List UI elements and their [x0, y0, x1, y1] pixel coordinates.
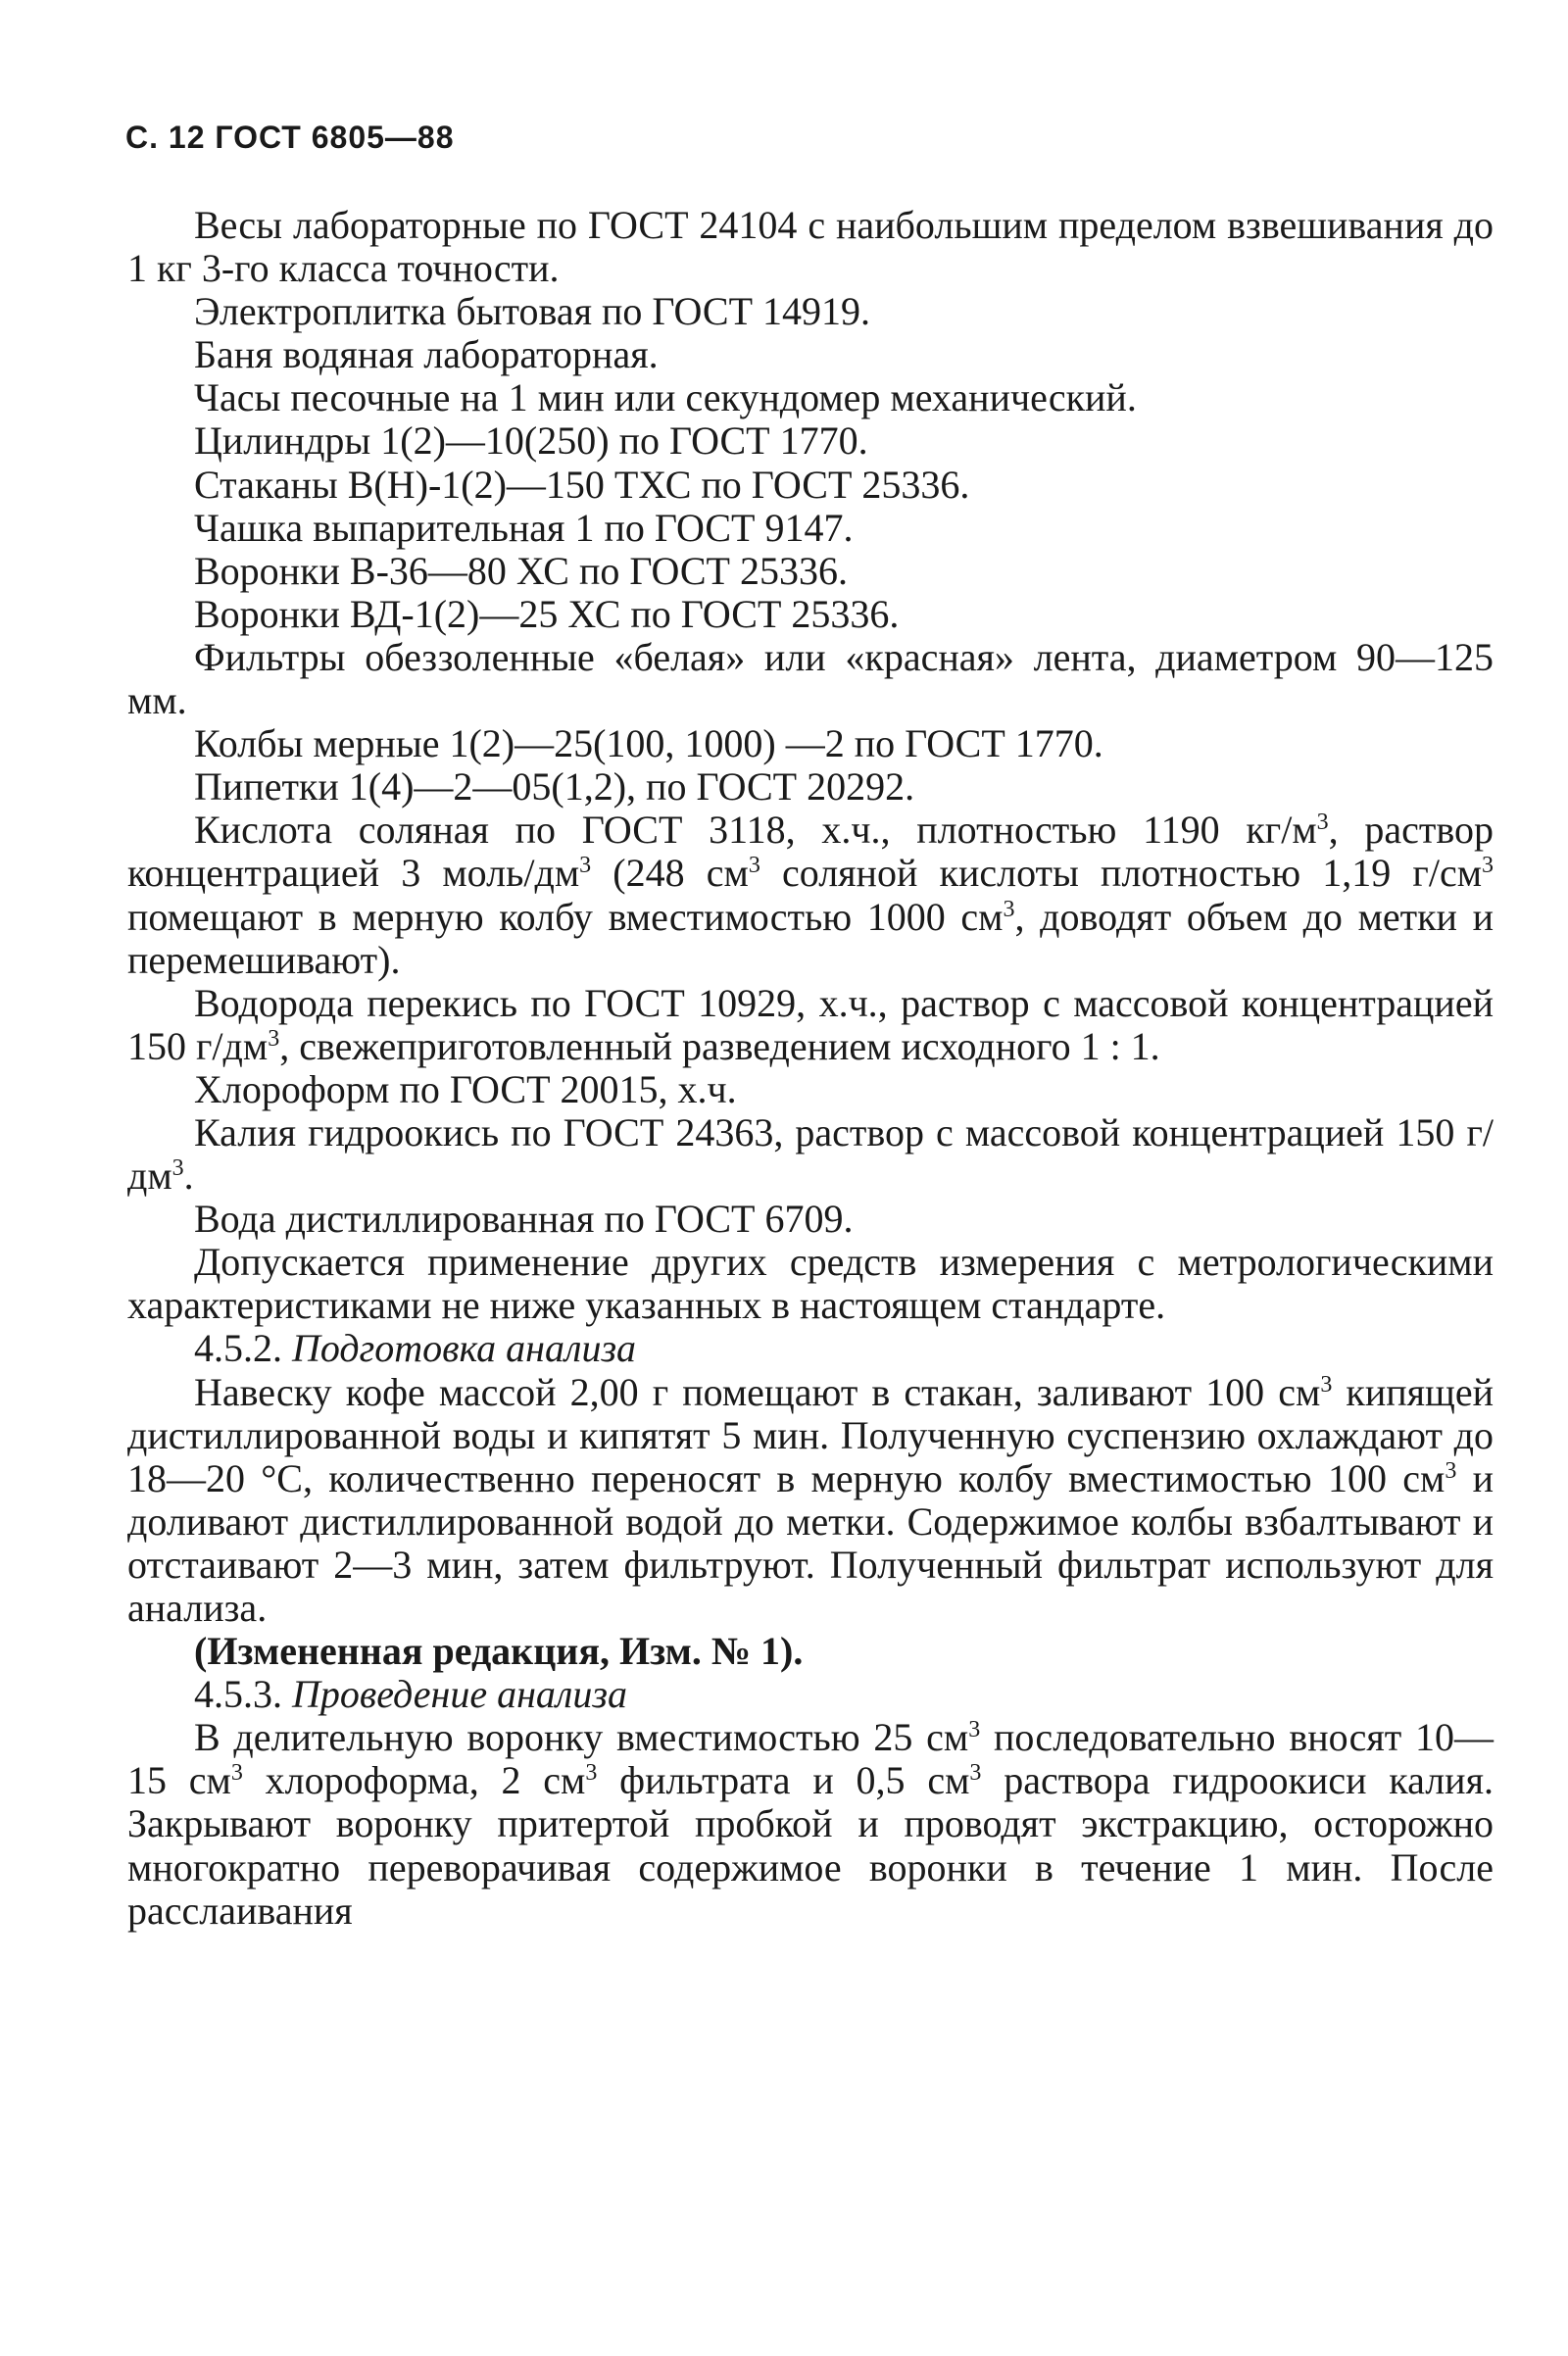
- text-segment: , доводят объем до метки и перемешивают).: [127, 894, 1494, 982]
- paragraph-hydrochloric-acid: [127, 809, 1494, 981]
- superscript: 3: [579, 853, 592, 879]
- section-number: 4.5.2.: [194, 1326, 282, 1371]
- superscript: 3: [1003, 896, 1015, 922]
- text-segment: Водорода перекись по ГОСТ 10929, х.ч., раствор с массовой концентрацией 150 г/дм: [127, 980, 1494, 1068]
- text-segment: , раствор концентрацией 3 моль/дм: [127, 808, 1494, 896]
- text-segment: Кислота соляная по ГОСТ 3118, х.ч., плотностью 1190 кг/м: [194, 808, 1317, 853]
- superscript: 3: [1445, 1457, 1457, 1484]
- page-header: С. 12 ГОСТ 6805—88: [125, 120, 455, 155]
- amendment-note: (Измененная редакция, Изм. № 1).: [194, 1629, 804, 1674]
- paragraph-other-instruments: Допускается применение других средств измерения с метрологическими характеристиками не ниже указанных в настоящем стандарте.: [127, 1240, 1494, 1328]
- text-segment: Калия гидроокись по ГОСТ 24363, раствор с массовой концентрацией 150 г/дм: [127, 1109, 1494, 1199]
- superscript: 3: [1320, 1371, 1333, 1398]
- text-segment: кипящей дистиллированной воды и кипятят 5 мин. Полученную суспензию охлаждают до 18—20 °С, количественно переносят в мерную колбу вместимостью 100 см: [127, 1369, 1494, 1500]
- superscript: 3: [1316, 810, 1329, 836]
- section-number: 4.5.3.: [194, 1672, 282, 1717]
- text-segment: Навеску кофе массой 2,00 г помещают в стакан, заливают 100 см: [194, 1369, 1321, 1414]
- body-text: [127, 204, 1494, 1933]
- text-segment: помещают в мерную колбу вместимостью 1000 см: [127, 894, 1004, 939]
- text-segment: В делительную воронку вместимостью 25 см: [194, 1715, 969, 1760]
- paragraph-timer: Часы песочные на 1 мин или секундомер механический.: [194, 375, 1137, 420]
- superscript: 3: [969, 1760, 982, 1787]
- superscript: 3: [748, 853, 760, 879]
- text-segment: и доливают дистиллированной водой до метки. Содержимое колбы взбалтывают и отстаивают 2—3 мин, затем фильтруют. Полученный фильтрат используют для анализа.: [127, 1455, 1494, 1630]
- text-segment: раствора гидроокиси калия. Закрывают воронку притертой пробкой и проводят экстракцию, осторожно многократно переворачивая содержимое воронки в течение 1 мин. После расслаивания: [127, 1758, 1494, 1933]
- paragraph-cylinders: Цилиндры 1(2)—10(250) по ГОСТ 1770.: [194, 418, 868, 464]
- section-title: Подготовка анализа: [292, 1326, 637, 1371]
- paragraph-potassium-hydroxide: [127, 1111, 1494, 1198]
- superscript: 3: [968, 1717, 981, 1743]
- text-segment: соляной кислоты плотностью 1,19 г/см: [760, 851, 1483, 896]
- paragraph-procedure: [127, 1716, 1494, 1932]
- paragraph-funnels-1: Воронки В-36—80 ХС по ГОСТ 25336.: [194, 548, 848, 593]
- paragraph-dish: Чашка выпарительная 1 по ГОСТ 9147.: [194, 505, 854, 550]
- paragraph-scales: Весы лабораторные по ГОСТ 24104 с наибольшим пределом взвешивания до 1 кг 3-го класса точности.: [127, 203, 1494, 291]
- paragraph-filters: Фильтры обеззоленные «белая» или «красная» лента, диаметром 90—125 мм.: [127, 634, 1494, 723]
- text-segment: , свежеприготовленный разведением исходного 1 : 1.: [279, 1023, 1160, 1068]
- section-heading-preparation: [127, 1327, 1494, 1370]
- text-segment: последовательно вносят 10—15 см: [127, 1715, 1494, 1803]
- section-title: Проведение анализа: [292, 1672, 627, 1717]
- section-heading-procedure: [127, 1673, 1494, 1716]
- text-segment: хлороформа, 2 см: [242, 1758, 586, 1803]
- paragraph-funnels-2: Воронки ВД-1(2)—25 ХС по ГОСТ 25336.: [194, 591, 900, 636]
- paragraph-water-bath: Баня водяная лабораторная.: [194, 332, 659, 377]
- paragraph-flasks: Колбы мерные 1(2)—25(100, 1000) —2 по ГОСТ 1770.: [194, 721, 1103, 766]
- paragraph-pipettes: Пипетки 1(4)—2—05(1,2), по ГОСТ 20292.: [194, 764, 915, 810]
- paragraph-hotplate: Электроплитка бытовая по ГОСТ 14919.: [194, 289, 871, 334]
- paragraph-distilled-water: Вода дистиллированная по ГОСТ 6709.: [194, 1197, 854, 1242]
- text-segment: (248 см: [591, 851, 749, 896]
- superscript: 3: [172, 1155, 184, 1182]
- paragraph-chloroform: Хлороформ по ГОСТ 20015, х.ч.: [194, 1066, 737, 1111]
- superscript: 3: [230, 1760, 243, 1787]
- text-segment: .: [183, 1153, 194, 1199]
- paragraph-hydrogen-peroxide: [127, 982, 1494, 1068]
- superscript: 3: [268, 1025, 280, 1052]
- paragraph-beakers: Стаканы В(Н)-1(2)—150 ТХС по ГОСТ 25336.: [194, 462, 970, 507]
- paragraph-preparation: [127, 1371, 1494, 1631]
- superscript: 3: [585, 1760, 598, 1787]
- superscript: 3: [1482, 853, 1494, 879]
- text-segment: фильтрата и 0,5 см: [597, 1758, 970, 1803]
